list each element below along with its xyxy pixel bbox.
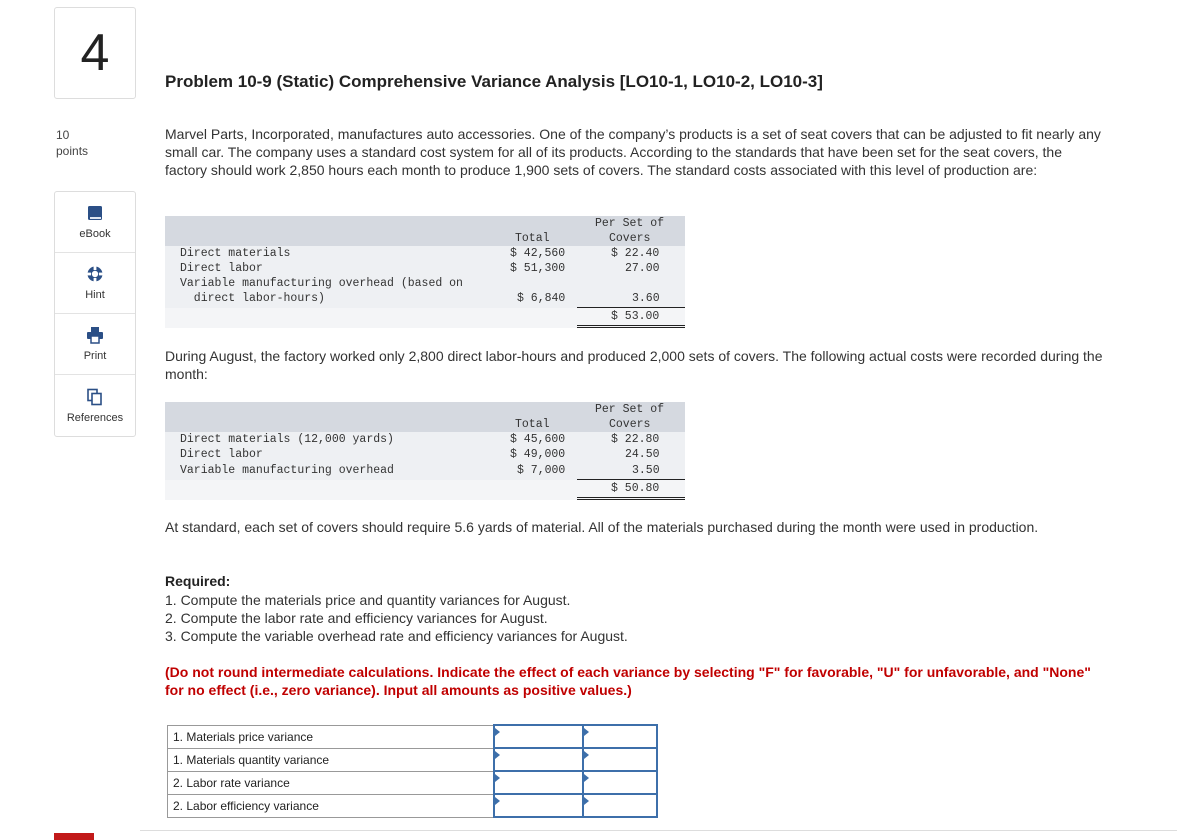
table-row: [168, 725, 658, 748]
effect-select[interactable]: [583, 748, 657, 771]
intro-paragraph: Marvel Parts, Incorporated, manufactures auto accessories. One of the company’s products is a set of seat covers that can be adjusted to fit nearly any small car. The company uses a standard cost system for all of its products. According to the standards that have been set for the seat covers, the factory should work 2,850 hours each month to produce 1,900 sets of covers. The standard costs associated with this level of production are:: [165, 126, 1101, 178]
row-total: $ 6,840: [517, 292, 566, 305]
instructions: (Do not round intermediate calculations. Indicate the effect of each variance by selecting "F" for favorable, "U" for unfavorable, and "None" for no effect (i.e., zero variance). Input all amounts as positive values.): [165, 664, 1091, 698]
tools-sidebar: [54, 191, 136, 437]
row-per: $ 22.40: [611, 247, 660, 260]
effect-select[interactable]: [583, 794, 657, 817]
sidebar-item-label: Hint: [85, 289, 105, 301]
table-row: [168, 748, 658, 771]
points-info: [56, 127, 88, 159]
col-header-total: Total: [515, 232, 550, 245]
col-header-per-1: Per Set of: [595, 403, 665, 416]
sidebar-item-ebook[interactable]: [55, 192, 135, 253]
double-rule: [577, 327, 685, 328]
sidebar-item-label: Print: [83, 350, 107, 362]
double-rule: [577, 325, 685, 326]
answer-table: [167, 724, 658, 818]
double-rule: [577, 497, 685, 498]
row-label: direct labor-hours): [180, 292, 325, 305]
printer-icon: [86, 326, 104, 344]
sum-rule: [577, 307, 685, 308]
required-item: 3. Compute the variable overhead rate and efficiency variances for August.: [165, 628, 628, 644]
august-paragraph: During August, the factory worked only 2,800 direct labor-hours and produced 2,000 sets of covers. The following actual costs were recorded during the month:: [165, 348, 1103, 382]
row-total: $ 51,300: [510, 262, 566, 275]
sidebar-item-hint[interactable]: [55, 253, 135, 314]
required-item: 1. Compute the materials price and quantity variances for August.: [165, 592, 571, 608]
table-row: [168, 771, 658, 794]
col-header-per-2: Covers: [609, 418, 651, 431]
amount-input[interactable]: [494, 794, 583, 817]
lifebuoy-icon: [86, 265, 104, 283]
standard-note: At standard, each set of covers should require 5.6 yards of material. All of the materials purchased during the month were used in production.: [165, 519, 1039, 535]
table-row: [168, 794, 658, 817]
answer-label: 1. Materials quantity variance: [168, 748, 495, 771]
amount-input[interactable]: [494, 748, 583, 771]
row-sum: $ 53.00: [611, 310, 660, 323]
row-total: $ 49,000: [510, 448, 566, 461]
row-total: $ 45,600: [510, 433, 566, 446]
row-label: Direct labor: [180, 448, 263, 461]
amount-input[interactable]: [494, 771, 583, 794]
brand-tab: [54, 833, 94, 840]
book-icon: [86, 204, 104, 222]
row-per: 3.60: [632, 292, 660, 305]
row-per: 27.00: [625, 262, 660, 275]
question-number: 4: [80, 24, 110, 82]
question-number-box: [54, 7, 136, 99]
row-total: $ 7,000: [517, 464, 566, 477]
answer-label: 2. Labor efficiency variance: [168, 794, 495, 817]
row-sum: $ 50.80: [611, 482, 660, 495]
row-per: $ 22.80: [611, 433, 660, 446]
row-label: Direct materials: [180, 247, 291, 260]
sidebar-item-label: eBook: [79, 228, 111, 240]
row-label: Variable manufacturing overhead (based on: [180, 277, 463, 290]
row-per: 3.50: [632, 464, 660, 477]
required-list: [165, 591, 1105, 645]
required-item: 2. Compute the labor rate and efficiency variances for August.: [165, 610, 548, 626]
points-value: 10: [56, 128, 70, 142]
row-label: Variable manufacturing overhead: [180, 464, 394, 477]
copy-icon: [86, 388, 104, 406]
row-per: 24.50: [625, 448, 660, 461]
col-header-total: Total: [515, 418, 550, 431]
problem-title: Problem 10-9 (Static) Comprehensive Variance Analysis [LO10-1, LO10-2, LO10-3]: [165, 72, 823, 91]
row-label: Direct materials (12,000 yards): [180, 433, 394, 446]
points-label: points: [56, 144, 89, 158]
amount-input[interactable]: [494, 725, 583, 748]
effect-select[interactable]: [583, 725, 657, 748]
required-heading: Required:: [165, 573, 231, 589]
row-total: $ 42,560: [510, 247, 566, 260]
sidebar-item-label: References: [66, 411, 124, 424]
footer-divider: [140, 830, 1177, 831]
sidebar-item-references[interactable]: [55, 375, 135, 436]
sum-rule: [577, 479, 685, 480]
effect-select[interactable]: [583, 771, 657, 794]
col-header-per-1: Per Set of: [595, 217, 665, 230]
col-header-per-2: Covers: [609, 232, 651, 245]
row-label: Direct labor: [180, 262, 263, 275]
answer-label: 2. Labor rate variance: [168, 771, 495, 794]
sidebar-item-print[interactable]: [55, 314, 135, 375]
answer-label: 1. Materials price variance: [168, 725, 495, 748]
double-rule: [577, 499, 685, 500]
